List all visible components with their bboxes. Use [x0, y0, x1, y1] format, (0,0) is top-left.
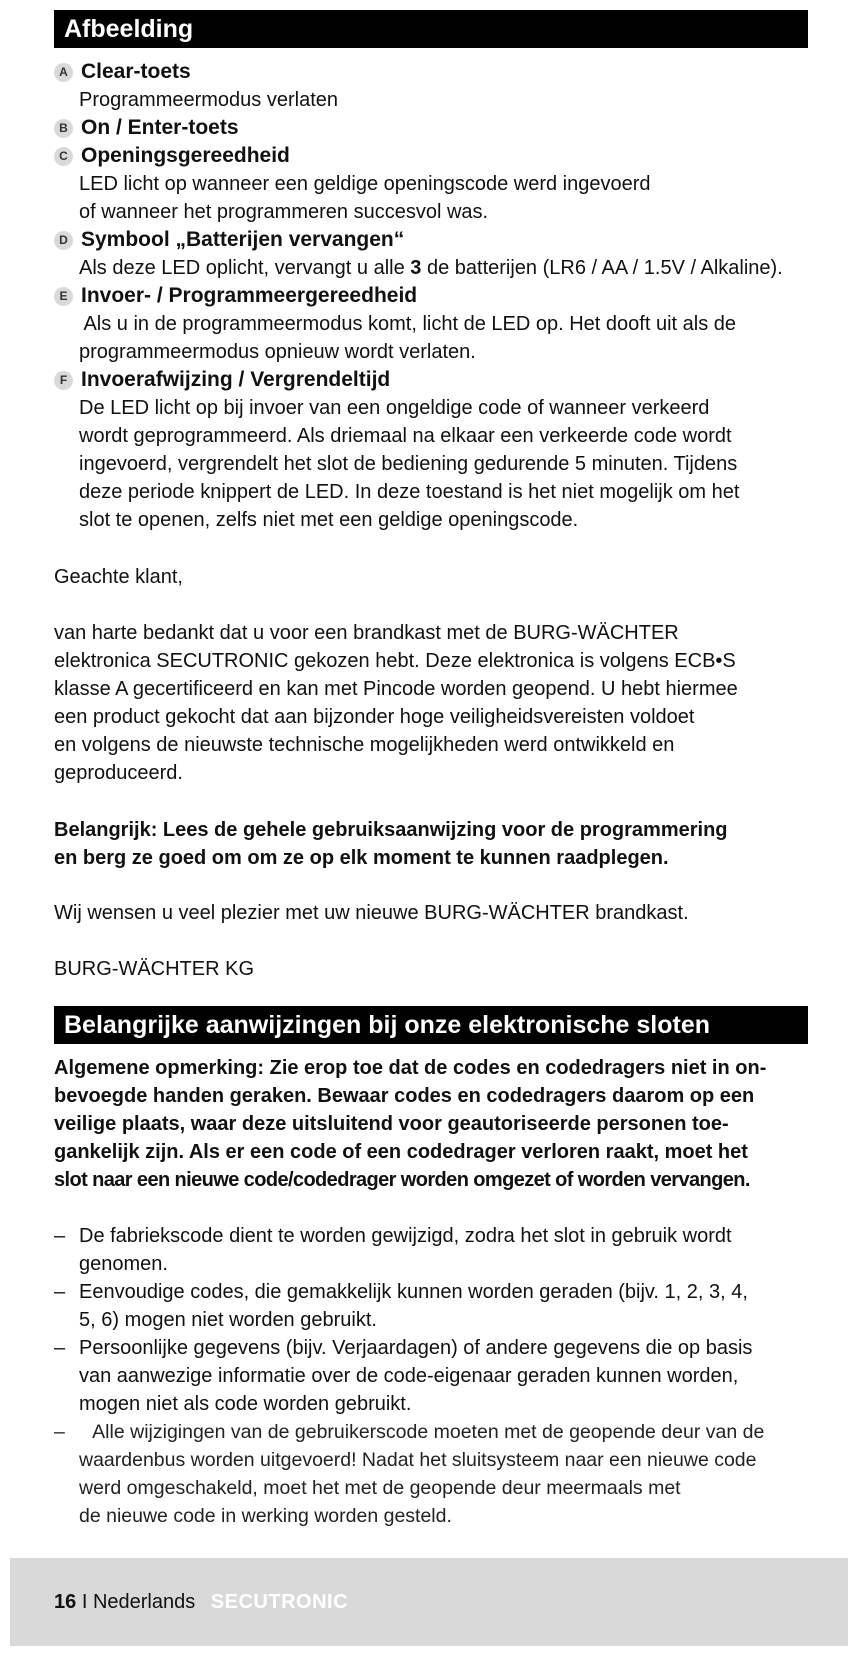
legend-title: Openingsgereedheid — [81, 144, 290, 167]
legend-list — [54, 58, 814, 534]
important-note: Belangrijk: Lees de gehele gebruiksaanwijzing voor de programmering en berg ze goed om om ze op elk moment te kunnen raadplegen. — [54, 819, 728, 869]
guidelines-list — [54, 1222, 814, 1530]
dash-marker: – — [54, 1421, 65, 1443]
legend-text: deze periode knippert de LED. In deze toestand is het niet mogelijk om het — [79, 481, 740, 503]
page-number: 16 — [54, 1591, 77, 1613]
section-title-afbeelding: Afbeelding — [54, 10, 808, 48]
footer-separator: I — [81, 1591, 88, 1613]
section-title-aanwijzingen: Belangrijke aanwijzingen bij onze elektronische sloten — [54, 1006, 808, 1044]
badge-f: F — [54, 371, 73, 390]
letter-body: van harte bedankt dat u voor een brandkast met de BURG-WÄCHTER elektronica SECUTRONIC gekozen hebt. Deze elektronica is volgens ECB•S klasse A gecertificeerd en kan met Pincode worden geopend. U hebt hiermee een product gekocht dat aan bijzonder hoge veiligheidsvereisten voldoet en volgens de nieuwste technische mogelijkheden werd ontwikkeld en geproduceerd. — [54, 622, 738, 784]
legend-item-b — [54, 114, 814, 142]
dash-marker: – — [54, 1337, 66, 1359]
legend-text: wordt geprogrammeerd. Als driemaal na elkaar een verkeerde code wordt — [79, 425, 732, 447]
badge-e: E — [54, 287, 73, 306]
badge-d: D — [54, 231, 73, 250]
wish-line: Wij wensen u veel plezier met uw nieuwe BURG-WÄCHTER brandkast. — [54, 902, 689, 924]
dash-marker: – — [54, 1225, 66, 1247]
badge-c: C — [54, 147, 73, 166]
list-item: – Persoonlijke gegevens (bijv. Verjaardagen) of andere gegevens die op basis van aanwezige informatie over de code-eigenaar geraden kunnen worden, mogen niet als code worden gebruikt. — [54, 1334, 814, 1418]
page-footer — [10, 1558, 848, 1646]
badge-a: A — [54, 63, 73, 82]
legend-text: programmeermodus opnieuw wordt verlaten. — [79, 341, 476, 363]
footer-brand: SECUTRONIC — [210, 1591, 349, 1613]
legend-text: ingevoerd, vergrendelt het slot de bediening gedurende 5 minuten. Tijdens — [79, 453, 738, 475]
legend-title: Invoerafwijzing / Vergrendeltijd — [81, 368, 391, 391]
general-remark: Algemene opmerking: Zie erop toe dat de codes en codedragers niet in on- bevoegde handen geraken. Bewaar codes en codedragers daarom op een veilige plaats, waar deze uitsluitend voor geautoriseerde personen toe- gankelijk zijn. Als er een code of een codedrager verloren raakt, moet het slot naar een nieuwe code/codedrager worden omgezet of worden vervangen. — [54, 1057, 767, 1191]
legend-item-c — [54, 142, 814, 226]
legend-text: Als u in de programmeermodus komt, licht de LED op. Het dooft uit als de — [79, 313, 736, 335]
dash-marker: – — [54, 1281, 66, 1303]
footer-language: Nederlands — [92, 1591, 196, 1613]
legend-item-d — [54, 226, 814, 282]
legend-text: of wanneer het programmeren succesvol was. — [79, 201, 489, 223]
legend-title: On / Enter-toets — [81, 116, 239, 139]
legend-item-e — [54, 282, 814, 366]
legend-title: Clear-toets — [81, 60, 191, 83]
battery-count: 3 — [410, 257, 422, 279]
legend-text: Programmeermodus verlaten — [79, 89, 338, 111]
legend-text: De LED licht op bij invoer van een ongeldige code of wanneer verkeerd — [79, 397, 710, 419]
signature: BURG-WÄCHTER KG — [54, 958, 254, 980]
legend-text: LED licht op wanneer een geldige openingscode werd ingevoerd — [79, 173, 651, 195]
legend-title: Invoer- / Programmeergereedheid — [81, 284, 418, 307]
badge-b: B — [54, 119, 73, 138]
list-item: – Alle wijzigingen van de gebruikerscode moeten met de geopende deur van de waardenbus worden uitgevoerd! Nadat het sluitsysteem naar een nieuwe code werd omgeschakeld, moet het met de geopende deur meermaals met de nieuwe code in werking worden gesteld. — [54, 1418, 814, 1530]
legend-item-f — [54, 366, 814, 534]
legend-item-a — [54, 58, 814, 114]
greeting: Geachte klant, — [54, 566, 183, 588]
legend-title: Symbool „Batterijen vervangen“ — [81, 228, 405, 251]
list-item: – Eenvoudige codes, die gemakkelijk kunnen worden geraden (bijv. 1, 2, 3, 4, 5, 6) mogen niet worden gebruikt. — [54, 1278, 814, 1334]
list-item: – De fabriekscode dient te worden gewijzigd, zodra het slot in gebruik wordt genomen. — [54, 1222, 814, 1278]
legend-text: Als deze LED oplicht, vervangt u alle 3 de batterijen (LR6 / AA / 1.5V / Alkaline). — [79, 257, 783, 279]
legend-text: slot te openen, zelfs niet met een geldige openingscode. — [79, 509, 579, 531]
